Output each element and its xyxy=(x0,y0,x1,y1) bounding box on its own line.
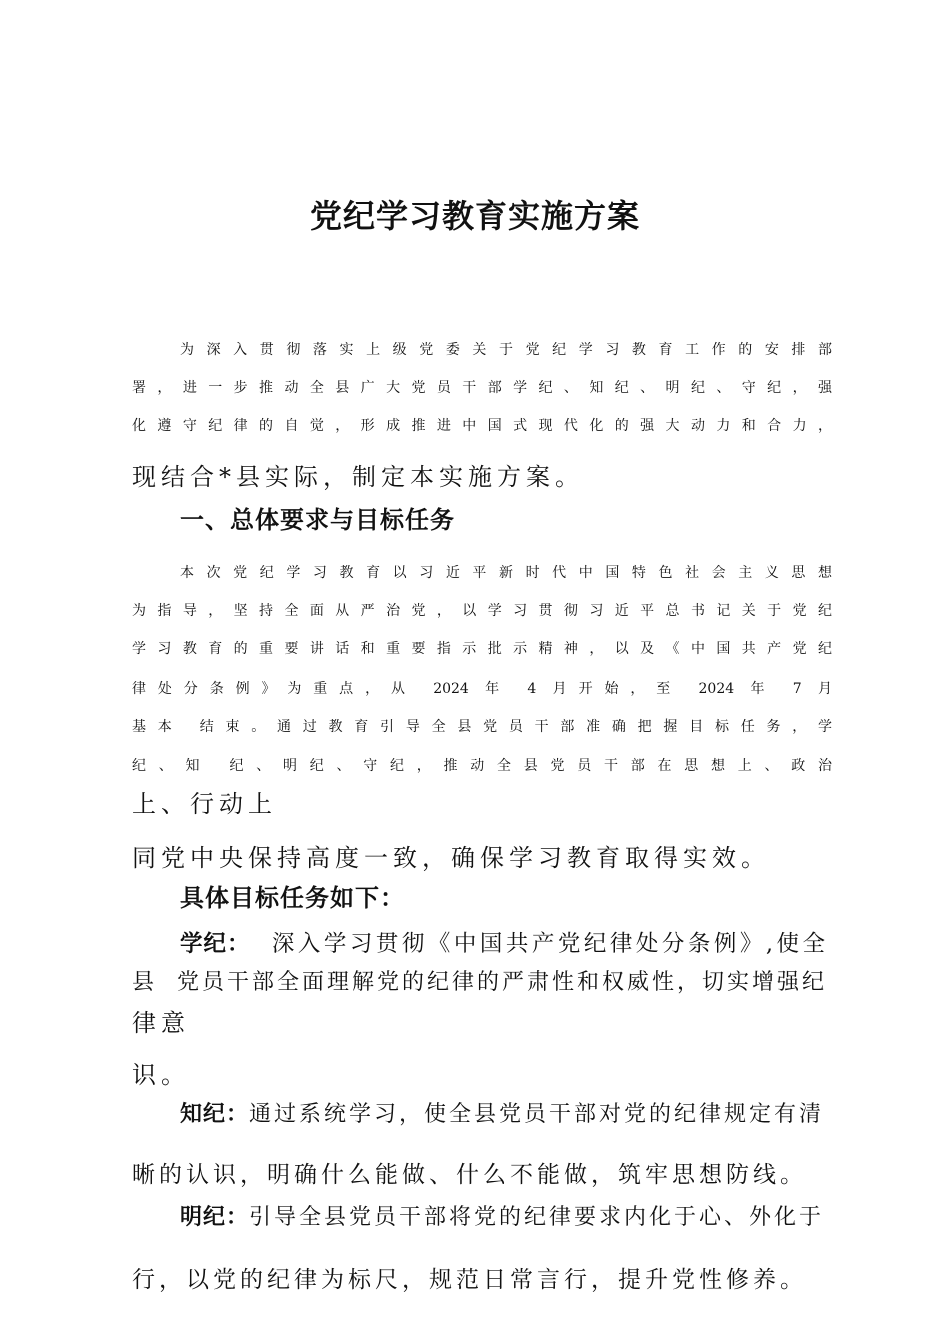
section-1-line-3: 学习教育的重要讲话和重要指示批示精神，以及《中国共产党纪 xyxy=(132,641,832,657)
goal-zhiji-line-2: 晰的认识，明确什么能做、什么不能做，筑牢思想防线。 xyxy=(132,1162,807,1188)
goal-mingji-label: 明纪： xyxy=(180,1205,250,1230)
goal-xueji-text: 深入学习贯彻《中国共产党纪律处分条例》,使全 xyxy=(250,931,829,957)
section-1-line-5: 基本 结束。通过教育引导全县党员干部准确把握目标任务，学 xyxy=(132,719,832,735)
goal-zhiji-label: 知纪： xyxy=(180,1102,250,1127)
goal-zhiji-line-1 xyxy=(180,1100,824,1130)
section-1-line-7: 上、行动上 xyxy=(132,790,277,818)
intro-line-1: 为深入贯彻落实上级党委关于党纪学习教育工作的安排部 xyxy=(180,342,832,358)
intro-line-2: 署，进一步推动全县广大党员干部学纪、知纪、明纪、守纪，强 xyxy=(132,380,832,396)
goal-xueji-line-4: 识。 xyxy=(132,1061,190,1089)
goal-zhiji-text: 通过系统学习，使全县党员干部对党的纪律规定有清 xyxy=(249,1102,825,1127)
goals-subheading: 具体目标任务如下： xyxy=(180,884,405,912)
goal-mingji-line-1 xyxy=(180,1203,824,1233)
section-1-line-4: 律处分条例》为重点，从 2024 年 4 月开始，至 2024 年 7 月 xyxy=(132,681,832,697)
section-1-line-2: 为指导，坚持全面从严治党，以学习贯彻习近平总书记关于党纪 xyxy=(132,603,832,619)
goal-xueji-line-1 xyxy=(180,929,828,959)
document-title: 党纪学习教育实施方案 xyxy=(309,197,640,235)
section-1-line-8: 同党中央保持高度一致，确保学习教育取得实效。 xyxy=(132,844,770,872)
goal-mingji-line-2: 行，以党的纪律为标尺，规范日常言行，提升党性修养。 xyxy=(132,1267,807,1293)
section-1-line-6: 纪、知 纪、明纪、守纪，推动全县党员干部在思想上、政治 xyxy=(132,758,832,774)
goal-xueji-line-3: 律意 xyxy=(132,1009,190,1037)
goal-xueji-line-2: 县 党员干部全面理解党的纪律的严肃性和权威性，切实增强纪 xyxy=(132,970,827,995)
intro-line-3: 化遵守纪律的自觉，形成推进中国式现代化的强大动力和合力， xyxy=(132,418,832,434)
goal-xueji-label: 学纪： xyxy=(180,931,251,957)
section-1-line-1: 本次党纪学习教育以习近平新时代中国特色社会主义思想 xyxy=(180,565,832,581)
goal-mingji-text: 引导全县党员干部将党的纪律要求内化于心、外化于 xyxy=(249,1205,825,1230)
section-1-heading: 一、总体要求与目标任务 xyxy=(180,506,455,534)
intro-line-4: 现结合*县实际，制定本实施方案。 xyxy=(132,463,584,491)
